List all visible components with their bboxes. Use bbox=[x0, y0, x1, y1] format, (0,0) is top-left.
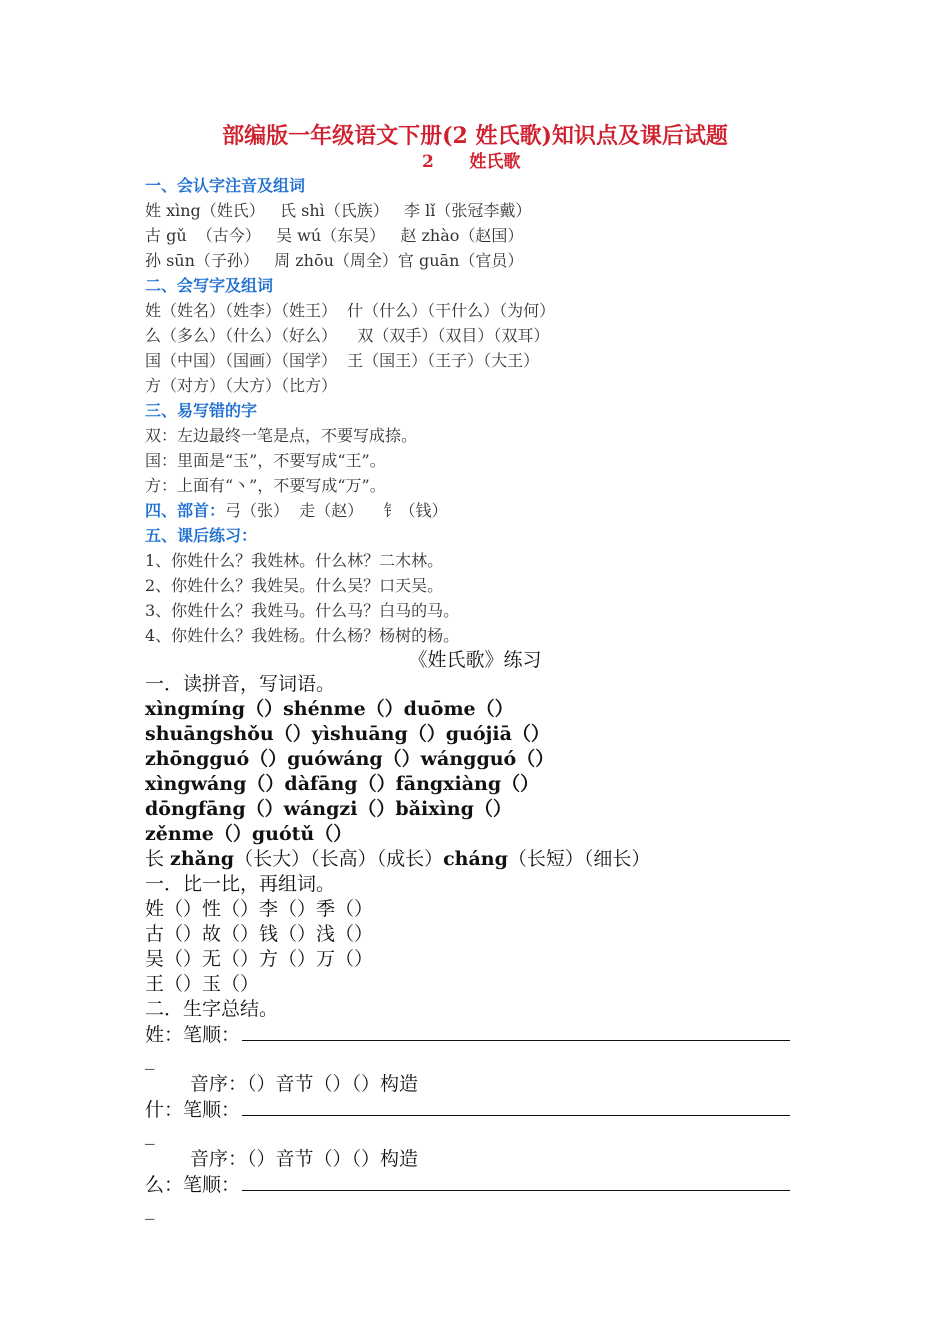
question-heading: 二．生字总结。 bbox=[145, 998, 279, 1020]
polyphone-words: （长大）（长高）（成长） bbox=[234, 848, 444, 870]
practice-line: 3、你姓什么？我姓马。什么马？白马的马。 bbox=[145, 601, 460, 620]
compare-line: 吴（）无（）方（）万（） bbox=[145, 948, 374, 970]
question-heading: 一．读拼音，写词语。 bbox=[145, 673, 336, 695]
exercise-title: 《姓氏歌》练习 bbox=[408, 649, 542, 671]
pinyin-zhang: zhǎng bbox=[170, 848, 235, 870]
lesson-subtitle: 2 姓氏歌 bbox=[422, 152, 521, 172]
stroke-order-row bbox=[145, 1022, 835, 1047]
knowledge-points bbox=[145, 173, 845, 648]
pinyin-line: zěnme（）guótǔ（） bbox=[145, 823, 353, 845]
stroke-order-row bbox=[145, 1172, 835, 1197]
compare-line: 姓（）性（）李（）季（） bbox=[145, 898, 374, 920]
notes-line: 国：里面是“玉”，不要写成“王”。 bbox=[145, 451, 386, 470]
section-heading-practice: 五、课后练习： bbox=[145, 526, 258, 545]
practice-line: 4、你姓什么？我姓杨。什么杨？杨树的杨。 bbox=[145, 626, 460, 645]
polyphone-line bbox=[145, 847, 835, 872]
char-label: 什：笔顺： bbox=[145, 1099, 241, 1121]
pinyin-line: xìngwáng（）dàfāng（）fāngxiàng（） bbox=[145, 773, 540, 795]
notes-line: 方（对方）（大方）（比方） bbox=[145, 376, 338, 395]
stroke-order-row bbox=[145, 1097, 835, 1122]
notes-line: 国（中国）（国画）（国学） 王（国王）（王子）（大王） bbox=[145, 351, 540, 370]
compare-line: 古（）故（）钱（）浅（） bbox=[145, 923, 374, 945]
polyphone-words: （长短）（细长） bbox=[507, 848, 651, 870]
section-heading-radicals: 四、部首： bbox=[145, 501, 226, 520]
practice-line: 1、你姓什么？我姓林。什么林？二木林。 bbox=[145, 551, 444, 570]
polyphone-char: 长 bbox=[145, 848, 171, 870]
question-heading: 一．比一比，再组词。 bbox=[145, 873, 336, 895]
notes-line: 姓（姓名）（姓李）（姓王） 什（什么）（干什么）（为何） bbox=[145, 301, 556, 320]
section-heading-mistakes: 三、易写错的字 bbox=[145, 401, 258, 420]
line-continuation: _ bbox=[145, 1048, 155, 1070]
exercise-section bbox=[145, 672, 835, 1222]
radicals-text: 弓（张） 走（赵） 钅（钱） bbox=[225, 501, 448, 520]
line-continuation: _ bbox=[145, 1198, 155, 1220]
pinyin-line: zhōngguó（）guówáng（）wángguó（） bbox=[145, 748, 555, 770]
section-heading-write: 二、会写字及组词 bbox=[145, 276, 274, 295]
compare-line: 王（）玉（） bbox=[145, 973, 260, 995]
char-info-line: 音序：（）音节（）（）构造 bbox=[190, 1073, 419, 1095]
char-info-line: 音序：（）音节（）（）构造 bbox=[190, 1148, 419, 1170]
notes-line: 古 gǔ （古今） 吴 wú（东吴） 赵 zhào（赵国） bbox=[145, 226, 524, 245]
char-label: 么：笔顺： bbox=[145, 1174, 241, 1196]
answer-blank[interactable] bbox=[242, 1172, 790, 1191]
char-label: 姓：笔顺： bbox=[145, 1024, 241, 1046]
pinyin-line: dōngfāng（）wángzi（）bǎixìng（） bbox=[145, 798, 512, 820]
answer-blank[interactable] bbox=[242, 1097, 790, 1116]
notes-line: 姓 xìng（姓氏） 氏 shì（氏族） 李 lǐ（张冠李戴） bbox=[145, 201, 532, 220]
radicals-line bbox=[145, 498, 845, 523]
page-title: 部编版一年级语文下册(2 姓氏歌)知识点及课后试题 bbox=[222, 123, 728, 149]
notes-line: 双：左边最终一笔是点，不要写成捺。 bbox=[145, 426, 418, 445]
notes-line: 方：上面有“丶”，不要写成“万”。 bbox=[145, 476, 386, 495]
answer-blank[interactable] bbox=[242, 1022, 790, 1041]
section-heading-recognize: 一、会认字注音及组词 bbox=[145, 176, 306, 195]
notes-line: 孙 sūn（子孙） 周 zhōu（周全）官 guān（官员） bbox=[145, 251, 524, 270]
pinyin-line: xìngmíng（）shénme（）duōme（） bbox=[145, 698, 514, 720]
pinyin-chang: cháng bbox=[443, 848, 508, 870]
practice-line: 2、你姓什么？我姓吴。什么吴？口天吴。 bbox=[145, 576, 444, 595]
notes-line: 么（多么）（什么）（好么） 双（双手）（双目）（双耳） bbox=[145, 326, 550, 345]
line-continuation: _ bbox=[145, 1123, 155, 1145]
pinyin-line: shuāngshǒu（）yìshuāng（）guójiā（） bbox=[145, 723, 550, 745]
